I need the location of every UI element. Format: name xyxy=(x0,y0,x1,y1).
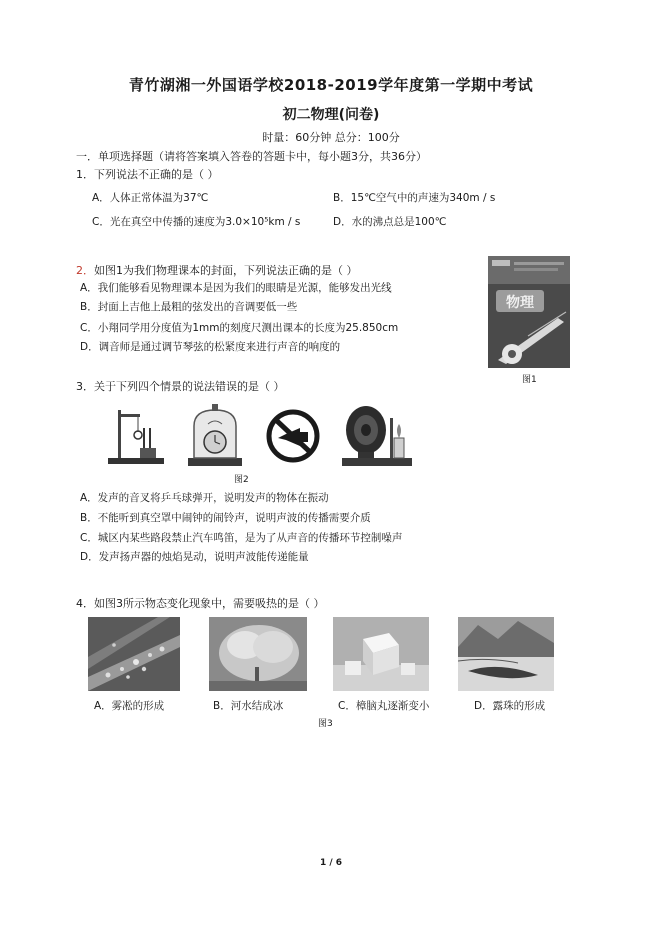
q1-option-b: B．15℃空气中的声速为340m / s xyxy=(333,192,496,204)
book-title-text: 物理 xyxy=(506,295,534,311)
exam-title: 青竹湖湘一外国语学校2018-2019学年度第一学期中考试 xyxy=(128,76,534,94)
figure-3-caption-b: B．河水结成冰 xyxy=(213,700,284,712)
q2-option-a: A．我们能够看见物理课本是因为我们的眼睛是光源，能够发出光线 xyxy=(80,282,392,294)
question-3 xyxy=(76,378,285,394)
tuning-fork-ball-image xyxy=(104,404,168,466)
q2-option-b: B．封面上吉他上最粗的弦发出的音调要低一些 xyxy=(80,301,298,313)
dew-formation-photo xyxy=(458,617,554,691)
figure-1-book-cover xyxy=(488,256,570,368)
page-number: 1 / 6 xyxy=(319,858,343,868)
section-heading: 一．单项选择题（请将答案填入答卷的答题卡中，每小题3分，共36分） xyxy=(76,150,427,163)
rime-formation-photo xyxy=(88,617,180,691)
question-stem: 下列说法不正确的是（ ） xyxy=(94,168,219,181)
no-honking-sign-image xyxy=(264,408,322,464)
exam-meta: 时量：60分钟 总分：100分 xyxy=(262,131,400,144)
q3-option-d: D．发声扬声器的烛焰晃动，说明声波能传递能量 xyxy=(80,551,309,563)
question-number: 2． xyxy=(76,264,94,277)
question-number: 1． xyxy=(76,168,94,181)
exam-subtitle: 初二物理(问卷) xyxy=(282,107,380,123)
figure-1-label: 图1 xyxy=(522,375,537,385)
q1-option-a: A．人体正常体温为37℃ xyxy=(92,192,209,204)
figure-3-label: 图3 xyxy=(318,719,333,729)
book-cover-image xyxy=(488,256,570,368)
q3-option-a: A．发声的音叉将乒乓球弹开，说明发声的物体在振动 xyxy=(80,492,329,504)
question-number: 4． xyxy=(76,597,94,610)
q2-option-d: D．调音师是通过调节琴弦的松紧度来进行声音的响度的 xyxy=(80,341,341,353)
river-freezing-photo xyxy=(209,617,307,691)
question-4 xyxy=(76,595,325,611)
question-number: 3． xyxy=(76,380,94,393)
vacuum-bell-jar-image xyxy=(186,402,244,468)
q1-option-c: C．光在真空中传播的速度为3.0×10⁵km / s xyxy=(92,216,301,228)
speaker-candle-image xyxy=(338,400,416,468)
figure-3-caption-d: D．露珠的形成 xyxy=(474,700,546,712)
question-1 xyxy=(76,166,219,182)
q3-option-b: B．不能听到真空罩中闹钟的闹铃声，说明声波的传播需要介质 xyxy=(80,512,371,524)
q3-option-c: C．城区内某些路段禁止汽车鸣笛，是为了从声音的传播环节控制噪声 xyxy=(80,532,403,544)
camphor-ball-photo xyxy=(333,617,429,691)
question-stem: 如图1为我们物理课本的封面，下列说法正确的是（ ） xyxy=(94,264,358,277)
question-stem: 如图3所示物态变化现象中，需要吸热的是（ ） xyxy=(94,597,325,610)
q2-option-c: C．小翔同学用分度值为1mm的刻度尺测出课本的长度为25.850cm xyxy=(80,322,399,334)
figure-2-label: 图2 xyxy=(234,475,249,485)
q1-option-d: D．水的沸点总是100℃ xyxy=(333,216,447,228)
figure-3-caption-a: A．雾凇的形成 xyxy=(94,700,165,712)
question-stem: 关于下列四个情景的说法错误的是（ ） xyxy=(94,380,285,393)
figure-3-caption-c: C．樟脑丸逐渐变小 xyxy=(338,700,430,712)
question-2 xyxy=(76,262,358,278)
